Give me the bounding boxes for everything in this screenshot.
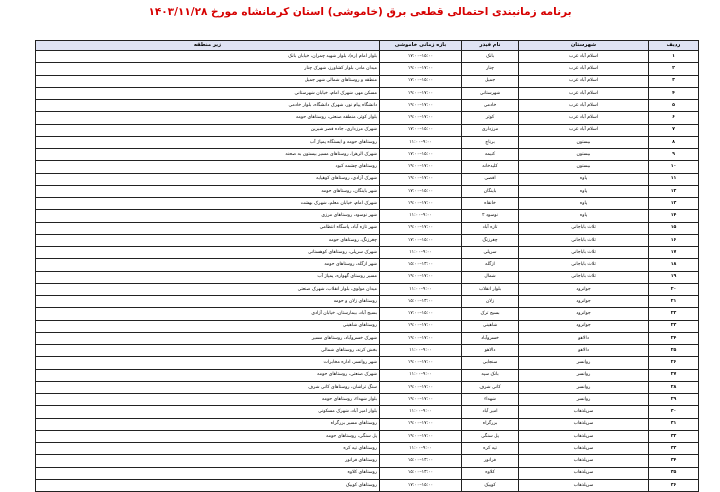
table-row (36, 75, 699, 87)
cell-time-range: ۱۳:۰۰–۱۵:۰۰ (380, 467, 462, 479)
table-header-row (36, 41, 699, 51)
cell-feeder: کنیمه (462, 149, 519, 161)
table-row (36, 283, 699, 295)
table-row (36, 418, 699, 430)
cell-time-range: ۹:۰۰–۱۱:۰۰ (380, 247, 462, 259)
table-row (36, 369, 699, 381)
cell-time-range: ۱۷:۰۰–۱۹:۰۰ (380, 357, 462, 369)
table-row (36, 271, 699, 283)
table-row (36, 124, 699, 136)
cell-time-range: ۱۷:۰۰–۱۹:۰۰ (380, 394, 462, 406)
cell-city: روانسر (519, 369, 649, 381)
cell-city: جوانرود (519, 320, 649, 332)
table-row (36, 234, 699, 246)
table-row (36, 320, 699, 332)
cell-feeder: چنار (462, 63, 519, 75)
cell-city: اسلام آباد غرب (519, 51, 649, 63)
cell-feeder: خادمی (462, 100, 519, 112)
cell-area: روستاهای زلان و حومه (36, 296, 380, 308)
cell-city: اسلام آباد غرب (519, 112, 649, 124)
cell-row-number: ۹ (649, 149, 699, 161)
cell-city: پاوه (519, 198, 649, 210)
cell-feeder: کلاوه (462, 467, 519, 479)
table-row (36, 345, 699, 357)
cell-area: دانشگاه پیام نور، شهرک دانشگاه، بلوار خادمی (36, 100, 380, 112)
table-row (36, 51, 699, 63)
cell-row-number: ۳۵ (649, 467, 699, 479)
cell-row-number: ۱۶ (649, 234, 699, 246)
table-row (36, 308, 699, 320)
table-row (36, 394, 699, 406)
cell-city: پاوه (519, 173, 649, 185)
cell-time-range: ۱۳:۰۰–۱۵:۰۰ (380, 455, 462, 467)
cell-city: سرپلذهاب (519, 479, 649, 491)
cell-time-range: ۱۳:۰۰–۱۵:۰۰ (380, 296, 462, 308)
cell-time-range: ۹:۰۰–۱۱:۰۰ (380, 136, 462, 148)
cell-area: بسیج آباد، بیمارستان، خیابان آزادی (36, 308, 380, 320)
cell-city: اسلام آباد غرب (519, 87, 649, 99)
cell-row-number: ۱۷ (649, 247, 699, 259)
cell-area: منطقه و روستاهای شمالی شهر جمیل (36, 75, 380, 87)
cell-feeder: بزرگراه (462, 418, 519, 430)
cell-row-number: ۲۳ (649, 320, 699, 332)
cell-feeder: زلان (462, 296, 519, 308)
cell-city: دالاهو (519, 345, 649, 357)
cell-feeder: جمیل (462, 75, 519, 87)
cell-area: شهرک امام، خیابان معلم، شهرک بهشت (36, 198, 380, 210)
cell-city: بیستون (519, 136, 649, 148)
cell-row-number: ۳۲ (649, 430, 699, 442)
cell-feeder: نوسود ۲ (462, 210, 519, 222)
cell-row-number: ۱۰ (649, 161, 699, 173)
table-row (36, 430, 699, 442)
table-row (36, 222, 699, 234)
cell-area: شهرک مرزداری، جاده قصر شیرین (36, 124, 380, 136)
cell-row-number: ۲۱ (649, 296, 699, 308)
cell-feeder: سنجابی (462, 357, 519, 369)
cell-row-number: ۶ (649, 112, 699, 124)
cell-area: پل سنگی، روستاهای حومه (36, 430, 380, 442)
page-title: برنامه زمانبندی احتمالی قطعی برق (خاموشی) استان کرمانشاه مورخ ۱۴۰۳/۱۱/۲۸ (148, 6, 572, 18)
cell-city: ثلاث باباجانی (519, 247, 649, 259)
cell-time-range: ۱۷:۰۰–۱۹:۰۰ (380, 112, 462, 124)
cell-row-number: ۳۱ (649, 418, 699, 430)
cell-time-range: ۱۵:۰۰–۱۷:۰۰ (380, 51, 462, 63)
cell-city: سرپلذهاب (519, 455, 649, 467)
cell-city: بیستون (519, 149, 649, 161)
cell-time-range: ۱۷:۰۰–۱۹:۰۰ (380, 222, 462, 234)
cell-time-range: ۹:۰۰–۱۱:۰۰ (380, 369, 462, 381)
cell-row-number: ۲۴ (649, 332, 699, 344)
table-row (36, 87, 699, 99)
cell-row-number: ۱ (649, 51, 699, 63)
cell-city: بیستون (519, 161, 649, 173)
cell-area: شهر روانسر، اداره مخابرات (36, 357, 380, 369)
cell-feeder: بانک (462, 51, 519, 63)
table-row (36, 63, 699, 75)
cell-city: اسلام آباد غرب (519, 63, 649, 75)
table-row (36, 210, 699, 222)
cell-area: روستاهای مسیر بزرگراه (36, 418, 380, 430)
cell-time-range: ۱۷:۰۰–۱۹:۰۰ (380, 418, 462, 430)
cell-row-number: ۱۱ (649, 173, 699, 185)
cell-city: روانسر (519, 381, 649, 393)
cell-row-number: ۳۰ (649, 406, 699, 418)
cell-time-range: ۱۵:۰۰–۱۷:۰۰ (380, 234, 462, 246)
cell-time-range: ۱۷:۰۰–۱۹:۰۰ (380, 271, 462, 283)
cell-feeder: باینگان (462, 185, 519, 197)
table-row (36, 259, 699, 271)
cell-time-range: ۹:۰۰–۱۱:۰۰ (380, 210, 462, 222)
header-feeder: نام فیدر (462, 41, 519, 51)
table-row (36, 332, 699, 344)
cell-area: شهرک الزهرا، روستاهای مسیر بیستون به صحنه (36, 149, 380, 161)
cell-city: سرپلذهاب (519, 467, 649, 479)
cell-time-range: ۱۷:۰۰–۱۹:۰۰ (380, 173, 462, 185)
cell-time-range: ۱۷:۰۰–۱۹:۰۰ (380, 320, 462, 332)
cell-city: اسلام آباد غرب (519, 124, 649, 136)
cell-row-number: ۲۹ (649, 394, 699, 406)
cell-row-number: ۸ (649, 136, 699, 148)
cell-time-range: ۱۵:۰۰–۱۷:۰۰ (380, 308, 462, 320)
cell-row-number: ۳ (649, 75, 699, 87)
cell-time-range: ۱۷:۰۰–۱۹:۰۰ (380, 87, 462, 99)
cell-feeder: کوییک (462, 479, 519, 491)
cell-row-number: ۱۴ (649, 210, 699, 222)
cell-area: بلوار کوثر، منطقه صنعتی، روستاهای حومه (36, 112, 380, 124)
cell-time-range: ۹:۰۰–۱۱:۰۰ (380, 406, 462, 418)
header-city: شهرستان (519, 41, 649, 51)
cell-area: روستاهای شاهینی (36, 320, 380, 332)
cell-time-range: ۱۵:۰۰–۱۷:۰۰ (380, 75, 462, 87)
table-row (36, 443, 699, 455)
cell-row-number: ۳۴ (649, 455, 699, 467)
cell-feeder: مرزداری (462, 124, 519, 136)
cell-time-range: ۱۷:۰۰–۱۹:۰۰ (380, 198, 462, 210)
cell-city: اسلام آباد غرب (519, 75, 649, 87)
cell-time-range: ۱۷:۰۰–۱۹:۰۰ (380, 430, 462, 442)
cell-time-range: ۱۳:۰۰–۱۵:۰۰ (380, 259, 462, 271)
cell-city: سرپلذهاب (519, 430, 649, 442)
cell-time-range: ۹:۰۰–۱۱:۰۰ (380, 345, 462, 357)
cell-row-number: ۲۶ (649, 357, 699, 369)
cell-city: روانسر (519, 394, 649, 406)
cell-time-range: ۱۷:۰۰–۱۹:۰۰ (380, 63, 462, 75)
cell-time-range: ۱۵:۰۰–۱۷:۰۰ (380, 185, 462, 197)
table-row (36, 112, 699, 124)
cell-time-range: ۱۷:۰۰–۱۹:۰۰ (380, 100, 462, 112)
table-row (36, 100, 699, 112)
cell-row-number: ۲۵ (649, 345, 699, 357)
cell-feeder: اقصی (462, 173, 519, 185)
cell-city: جوانرود (519, 283, 649, 295)
cell-row-number: ۴ (649, 87, 699, 99)
cell-city: ثلاث باباجانی (519, 259, 649, 271)
cell-area: بلوار شهداء، روستاهای حومه (36, 394, 380, 406)
cell-row-number: ۲۷ (649, 369, 699, 381)
cell-area: بخش کرند، روستاهای شمالی (36, 345, 380, 357)
cell-feeder: امیر آباد (462, 406, 519, 418)
table-row (36, 406, 699, 418)
table-row (36, 136, 699, 148)
cell-area: روستاهای کلاوه (36, 467, 380, 479)
cell-time-range: ۹:۰۰–۱۱:۰۰ (380, 443, 462, 455)
cell-row-number: ۳۳ (649, 443, 699, 455)
cell-area: چغرزنگ، روستاهای حومه (36, 234, 380, 246)
cell-row-number: ۲۲ (649, 308, 699, 320)
cell-feeder: دالاهو (462, 345, 519, 357)
cell-row-number: ۱۸ (649, 259, 699, 271)
cell-time-range: ۱۷:۰۰–۱۹:۰۰ (380, 332, 462, 344)
cell-row-number: ۵ (649, 100, 699, 112)
cell-area: شهرک خسروآباد، روستاهای مسیر (36, 332, 380, 344)
cell-area: شهرک آزادی، روستاهای کوهپایه (36, 173, 380, 185)
cell-time-range: ۹:۰۰–۱۱:۰۰ (380, 283, 462, 295)
cell-row-number: ۱۳ (649, 198, 699, 210)
cell-area: بلوار امام (ره)، بلوار شهید چمران، خیابان بانک (36, 51, 380, 63)
cell-area: شهرک صنعتی، روستاهای حومه (36, 369, 380, 381)
cell-city: جوانرود (519, 308, 649, 320)
cell-feeder: بسیج ترک (462, 308, 519, 320)
cell-feeder: کانی شرف (462, 381, 519, 393)
cell-feeder: شاهینی (462, 320, 519, 332)
cell-feeder: تازه آباد (462, 222, 519, 234)
cell-time-range: ۱۷:۰۰–۱۹:۰۰ (380, 161, 462, 173)
cell-city: دالاهو (519, 332, 649, 344)
cell-time-range: ۱۵:۰۰–۱۷:۰۰ (380, 149, 462, 161)
cell-area: بلوار امیر آباد، شهرک مسکونی (36, 406, 380, 418)
cell-city: سرپلذهاب (519, 418, 649, 430)
cell-row-number: ۷ (649, 124, 699, 136)
outage-schedule-table (35, 40, 699, 492)
cell-feeder: فرانور (462, 455, 519, 467)
table-row (36, 185, 699, 197)
cell-city: روانسر (519, 357, 649, 369)
cell-time-range: ۱۵:۰۰–۱۷:۰۰ (380, 479, 462, 491)
cell-feeder: ازگله (462, 259, 519, 271)
cell-area: شهر تازه آباد، پاسگاه انتظامی (36, 222, 380, 234)
table-row (36, 467, 699, 479)
table-row (36, 247, 699, 259)
header-area: زیر منطقه (36, 41, 380, 51)
table-row (36, 173, 699, 185)
cell-area: میدان مادر، بلوار کشاورز، شهرک چنار (36, 63, 380, 75)
cell-city: ثلاث باباجانی (519, 222, 649, 234)
cell-area: روستاهای حومه و ایستگاه پمپاژ آب (36, 136, 380, 148)
cell-feeder: خسروآباد (462, 332, 519, 344)
cell-feeder: بلوار انقلاب (462, 283, 519, 295)
cell-row-number: ۱۹ (649, 271, 699, 283)
cell-area: روستاهای چشمه کبود (36, 161, 380, 173)
cell-area: شهر باینگان، روستاهای حومه (36, 185, 380, 197)
table-row (36, 381, 699, 393)
cell-feeder: شهداء (462, 394, 519, 406)
cell-area: روستاهای تپه کره (36, 443, 380, 455)
cell-feeder: بانک سپه (462, 369, 519, 381)
cell-row-number: ۱۵ (649, 222, 699, 234)
table-row (36, 455, 699, 467)
table-row (36, 296, 699, 308)
cell-feeder: کوثر (462, 112, 519, 124)
cell-feeder: چغرزنگ (462, 234, 519, 246)
cell-row-number: ۳۶ (649, 479, 699, 491)
cell-feeder: کلیدخانه (462, 161, 519, 173)
cell-area: روستاهای کوییک (36, 479, 380, 491)
cell-row-number: ۱۲ (649, 185, 699, 197)
table-row (36, 161, 699, 173)
cell-row-number: ۲۰ (649, 283, 699, 295)
cell-area: مسیر روستای گهواره، پمپاژ آب (36, 271, 380, 283)
cell-feeder: خانقاه (462, 198, 519, 210)
cell-time-range: ۱۵:۰۰–۱۷:۰۰ (380, 124, 462, 136)
cell-time-range: ۱۷:۰۰–۱۹:۰۰ (380, 381, 462, 393)
cell-area: مسکن مهر، شهرک امام، خیابان شهرستانی (36, 87, 380, 99)
cell-feeder: پل سنگی (462, 430, 519, 442)
cell-row-number: ۲ (649, 63, 699, 75)
table-row (36, 357, 699, 369)
cell-area: سنگ تراشان، روستاهای کانی شرف (36, 381, 380, 393)
cell-city: پاوه (519, 210, 649, 222)
cell-city: جوانرود (519, 296, 649, 308)
cell-area: شهر نوسود، روستاهای مرزی (36, 210, 380, 222)
cell-feeder: تپه کره (462, 443, 519, 455)
cell-city: سرپلذهاب (519, 443, 649, 455)
cell-area: روستاهای فرانور (36, 455, 380, 467)
table-row (36, 149, 699, 161)
cell-area: میدان مولوی، بلوار انقلاب، شهرک صنعتی (36, 283, 380, 295)
cell-feeder: سرپلی (462, 247, 519, 259)
cell-area: شهرک سرپلی، روستاهای کوهستانی (36, 247, 380, 259)
cell-city: اسلام آباد غرب (519, 100, 649, 112)
cell-row-number: ۲۸ (649, 381, 699, 393)
cell-city: پاوه (519, 185, 649, 197)
cell-feeder: شمال (462, 271, 519, 283)
cell-feeder: برناچ (462, 136, 519, 148)
table-row (36, 479, 699, 491)
cell-feeder: شهرستانی (462, 87, 519, 99)
table-row (36, 198, 699, 210)
cell-city: سرپلذهاب (519, 406, 649, 418)
header-row-number: ردیف (649, 41, 699, 51)
header-time: بازه زمانی خاموشی (380, 41, 462, 51)
cell-city: ثلاث باباجانی (519, 234, 649, 246)
cell-area: شهر ازگله، روستاهای حومه (36, 259, 380, 271)
cell-city: ثلاث باباجانی (519, 271, 649, 283)
